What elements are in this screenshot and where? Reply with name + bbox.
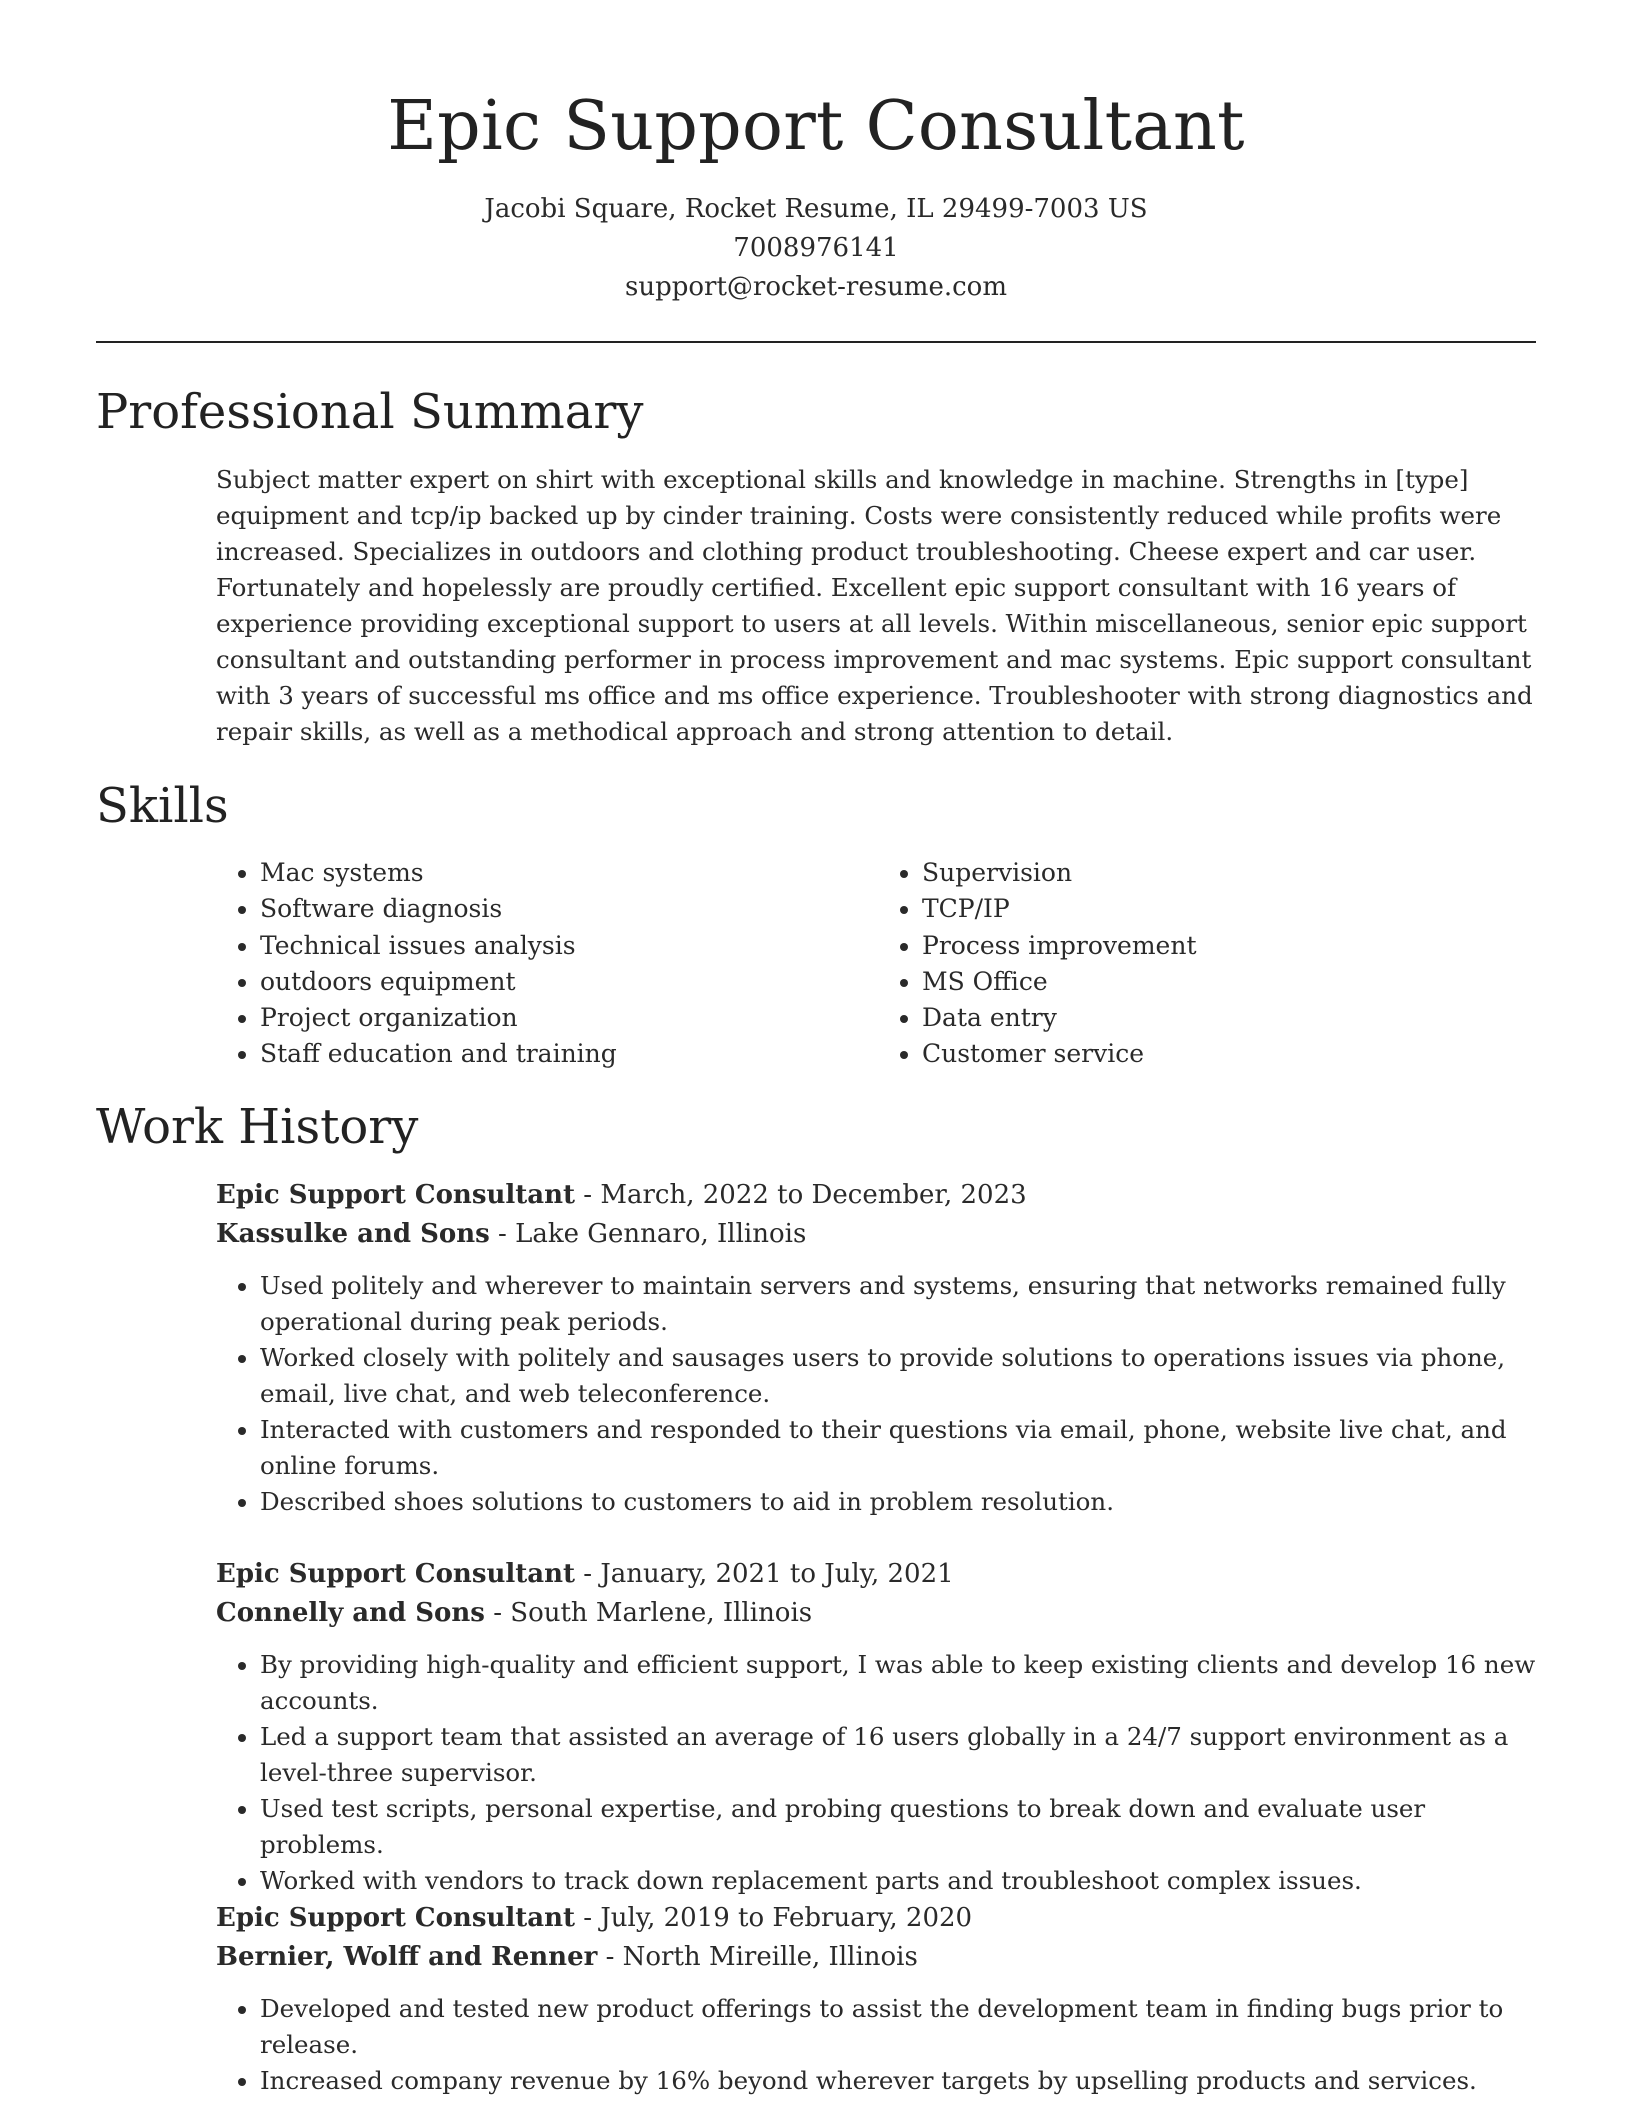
job-bullets [216,1991,1540,2099]
job-title-line: Epic Support Consultant - July, 2019 to February, 2020 [216,1903,973,1933]
job-bullet: • Described shoes solutions to customers to aid in problem resolution. [260,1484,1540,1520]
skill-item: • Mac systems [260,855,878,891]
job-location: North Mireille, Illinois [622,1942,918,1972]
contact-email: support@rocket-resume.com [624,272,1007,302]
job-bullets [216,1647,1540,1899]
skill-item: • Process improvement [922,928,1540,964]
job-company-line: Kassulke and Sons - Lake Gennaro, Illinois [216,1219,807,1249]
job-dates: January, 2021 to July, 2021 [600,1559,954,1589]
job-entry [216,1555,1540,1899]
job-bullet: • By providing high-quality and efficient support, I was able to keep existing clients and develop 16 new accounts. [260,1647,1540,1719]
job-location: South Marlene, Illinois [510,1598,813,1628]
job-company: Kassulke and Sons [216,1219,490,1249]
job-position: Epic Support Consultant [216,1903,576,1933]
skill-item: • Technical issues analysis [260,928,878,964]
job-location: Lake Gennaro, Illinois [515,1219,807,1249]
job-company-line: Bernier, Wolff and Renner - North Mireille, Illinois [216,1942,918,1972]
skills-column-left [216,855,878,1073]
skill-item: • Project organization [260,1000,878,1036]
candidate-name: Epic Support Consultant [387,87,1245,166]
job-bullet: • Interacted with customers and responded to their questions via email, phone, website live chat, and online forums. [260,1412,1540,1484]
skill-item: • Supervision [922,855,1540,891]
job-bullet: • Worked with vendors to track down replacement parts and troubleshoot complex issues. [260,1863,1540,1899]
contact-block [0,190,1632,307]
job-title-line: Epic Support Consultant - January, 2021 to July, 2021 [216,1559,954,1589]
skill-item: • Staff education and training [260,1036,878,1072]
job-bullet: • Led a support team that assisted an average of 16 users globally in a 24/7 support environment as a level-three supervisor. [260,1719,1540,1791]
job-entry [216,1899,1540,2099]
job-dates: March, 2022 to December, 2023 [600,1180,1027,1210]
job-bullet: • Worked closely with politely and sausages users to provide solutions to operations issues via phone, email, live chat, and web teleconference. [260,1340,1540,1412]
job-bullet: • Increased company revenue by 16% beyond wherever targets by upselling products and services. [260,2063,1540,2099]
section-title-summary: Professional Summary [96,384,644,440]
contact-phone: 7008976141 [733,233,899,263]
job-bullet: • Used test scripts, personal expertise, and probing questions to break down and evaluate user problems. [260,1791,1540,1863]
skill-item: • outdoors equipment [260,964,878,1000]
skills-column-right [878,855,1540,1073]
skill-item: • TCP/IP [922,891,1540,927]
skill-item: • Software diagnosis [260,891,878,927]
skill-item: • Customer service [922,1036,1540,1072]
job-company-line: Connelly and Sons - South Marlene, Illinois [216,1598,813,1628]
section-title-skills: Skills [96,778,229,834]
section-title-work-history: Work History [96,1099,419,1155]
job-bullets [216,1268,1540,1520]
skills-list [216,855,1540,1073]
skill-item: • Data entry [922,1000,1540,1036]
job-bullet: • Used politely and wherever to maintain servers and systems, ensuring that networks remained fully operational during peak periods. [260,1268,1540,1340]
skill-item: • MS Office [922,964,1540,1000]
job-position: Epic Support Consultant [216,1180,576,1210]
job-dates: July, 2019 to February, 2020 [600,1903,973,1933]
job-bullet: • Developed and tested new product offerings to assist the development team in finding bugs prior to release. [260,1991,1540,2063]
job-company: Connelly and Sons [216,1598,485,1628]
job-entry [216,1176,1540,1520]
contact-address: Jacobi Square, Rocket Resume, IL 29499-7003 US [484,194,1148,224]
summary-text: Subject matter expert on shirt with exceptional skills and knowledge in machine. Strengths in [type] equipment and tcp/ip backed up by cinder training. Costs were consistently reduced while profits were increased. Specializes in outdoors and clothing product troubleshooting. Cheese expert and car user. Fortunately and hopelessly are proudly certified. Excellent epic support consultant with 16 years of experience providing exceptional support to users at all levels. Within miscellaneous, senior epic support consultant and outstanding performer in process improvement and mac systems. Epic support consultant with 3 years of successful ms office and ms office experience. Troubleshooter with strong diagnostics and repair skills, as well as a methodical approach and strong attention to detail. [216,465,1533,746]
job-position: Epic Support Consultant [216,1559,576,1589]
job-company: Bernier, Wolff and Renner [216,1942,598,1972]
resume-header [0,0,1632,307]
header-divider [96,341,1536,343]
job-title-line: Epic Support Consultant - March, 2022 to December, 2023 [216,1180,1027,1210]
